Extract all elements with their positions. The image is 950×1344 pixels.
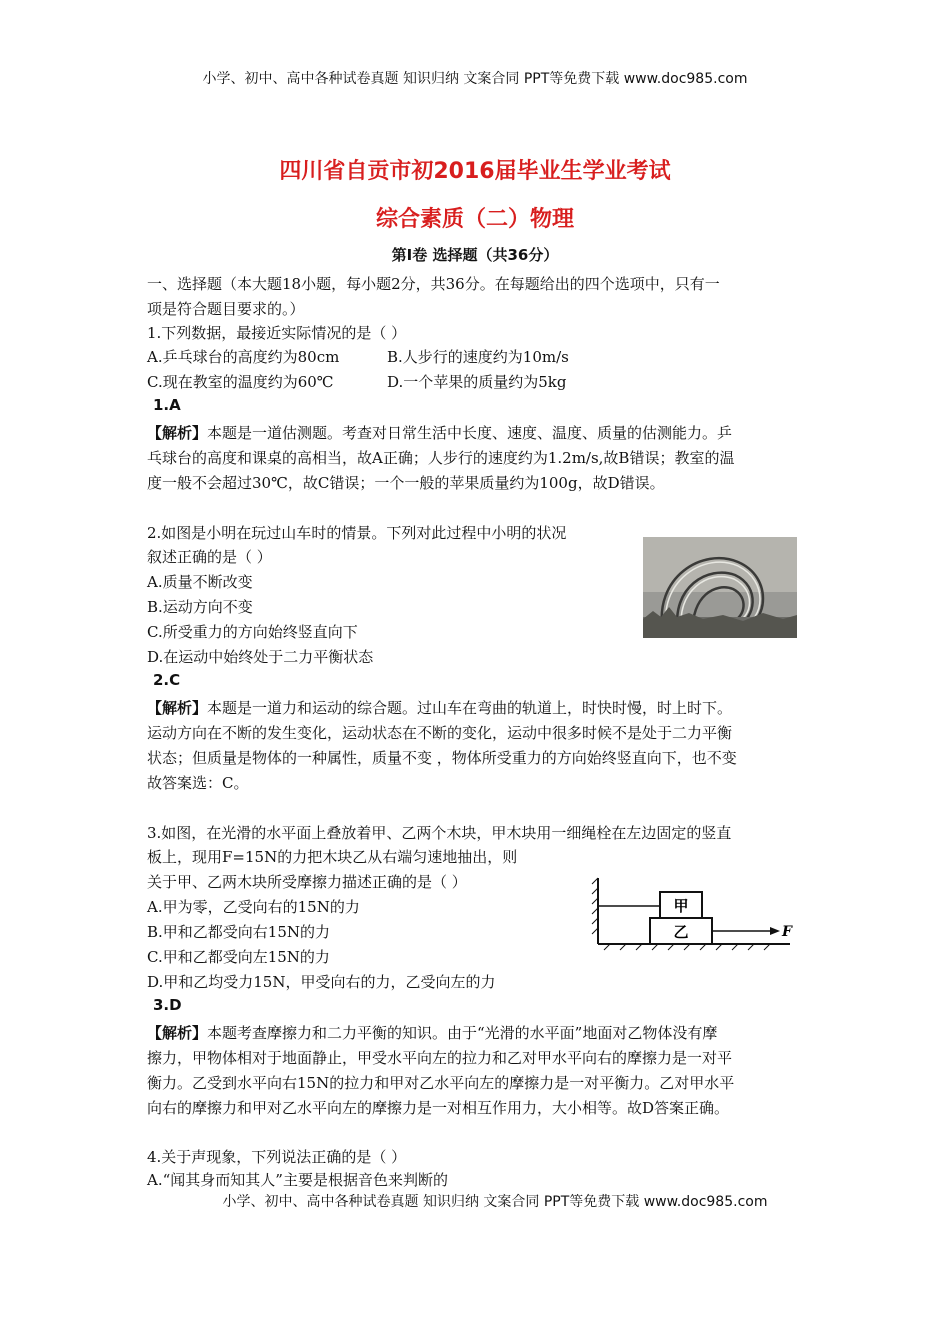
q3-analysis-line: 向右的摩擦力和甲对乙水平向左的摩擦力是一对相互作用力，大小相等。故D答案正确。 [147,1099,730,1117]
q1-option-d: D.一个苹果的质量约为5kg [387,373,567,391]
q1-option-c: C.现在教室的温度约为60℃ [147,373,334,391]
q3-analysis-line: 【解析】本题考查摩擦力和二力平衡的知识。由于“光滑的水平面”地面对乙物体没有摩 [147,1024,718,1042]
roller-coaster-photo [643,537,797,638]
q1-stem: 1.下列数据，最接近实际情况的是（ ） [147,324,407,342]
friction-blocks-diagram [590,872,796,952]
q2-stem: 叙述正确的是（ ） [147,548,272,566]
q2-answer: 2.C [153,671,181,689]
q2-option-c: C.所受重力的方向始终竖直向下 [147,623,358,641]
q2-analysis-line: 运动方向在不断的发生变化，运动状态在不断的变化，运动中很多时候不是处于二力平衡 [147,724,733,742]
q1-option-a: A.乒乓球台的高度约为80cm [147,348,340,366]
q4-stem: 4.关于声现象，下列说法正确的是（ ） [147,1148,407,1166]
q2-option-a: A.质量不断改变 [147,573,253,591]
q3-answer: 3.D [153,996,182,1014]
q3-option-d: D.甲和乙均受力15N，甲受向右的力，乙受向左的力 [147,973,496,991]
block-yi-label: 乙 [673,923,689,941]
q2-stem: 2.如图是小明在玩过山车时的情景。下列对此过程中小明的状况 [147,524,567,542]
q1-option-b: B.人步行的速度约为10m/s [387,348,569,366]
analysis-label: 【解析】 [147,424,208,442]
q1-answer: 1.A [153,396,181,414]
q2-analysis-line: 故答案选：C。 [147,774,249,792]
exam-subtitle: 综合素质（二）物理 [375,207,574,232]
q2-analysis-line: 【解析】本题是一道力和运动的综合题。过山车在弯曲的轨道上，时快时慢，时上时下。 [147,699,733,717]
intro-line: 一、选择题（本大题18小题，每小题2分，共36分。在每题给出的四个选项中，只有一 [147,275,720,293]
q3-option-b: B.甲和乙都受向右15N的力 [147,923,331,941]
force-label: F [782,924,792,940]
q3-stem: 关于甲、乙两木块所受摩擦力描述正确的是（ ） [147,873,467,891]
q3-analysis-line: 衡力。乙受到水平向右15N的拉力和甲对乙水平向左的摩擦力是一对平衡力。乙对甲水平 [147,1074,735,1092]
q1-analysis-line: 【解析】本题是一道估测题。考查对日常生活中长度、速度、温度、质量的估测能力。乒 [147,424,733,442]
analysis-label: 【解析】 [147,699,208,717]
q3-option-c: C.甲和乙都受向左15N的力 [147,948,330,966]
q2-option-b: B.运动方向不变 [147,598,253,616]
page-footer: 小学、初中、高中各种试卷真题 知识归纳 文案合同 PPT等免费下载 www.doc985.com [222,1194,768,1210]
page-header: 小学、初中、高中各种试卷真题 知识归纳 文案合同 PPT等免费下载 www.doc985.com [202,71,748,87]
q1-analysis-line: 度一般不会超过30℃，故C错误；一个一般的苹果质量约为100g，故D错误。 [147,474,665,492]
q1-analysis-line: 乓球台的高度和课桌的高相当，故A正确；人步行的速度约为1.2m/s,故B错误；教室的温 [147,449,735,467]
q4-option-a: A.“闻其身而知其人”主要是根据音色来判断的 [147,1171,448,1189]
intro-line: 项是符合题目要求的。） [147,300,305,318]
section-heading: 第Ⅰ卷 选择题（共36分） [391,246,559,264]
q2-option-d: D.在运动中始终处于二力平衡状态 [147,648,374,666]
analysis-label: 【解析】 [147,1024,208,1042]
block-jia-label: 甲 [673,897,689,915]
q2-analysis-line: 状态；但质量是物体的一种属性，质量不变 ，物体所受重力的方向始终竖直向下，也不变 [147,749,737,767]
q3-option-a: A.甲为零，乙受向右的15N的力 [147,898,360,916]
q3-stem: 3.如图，在光滑的水平面上叠放着甲、乙两个木块，甲木块用一细绳栓在左边固定的竖直 [147,824,732,842]
exam-title: 四川省自贡市初2016届毕业生学业考试 [279,159,671,184]
q3-stem: 板上，现用F=15N的力把木块乙从右端匀速地抽出，则 [147,848,518,866]
q3-analysis-line: 擦力，甲物体相对于地面静止，甲受水平向左的拉力和乙对甲水平向右的摩擦力是一对平 [147,1049,733,1067]
